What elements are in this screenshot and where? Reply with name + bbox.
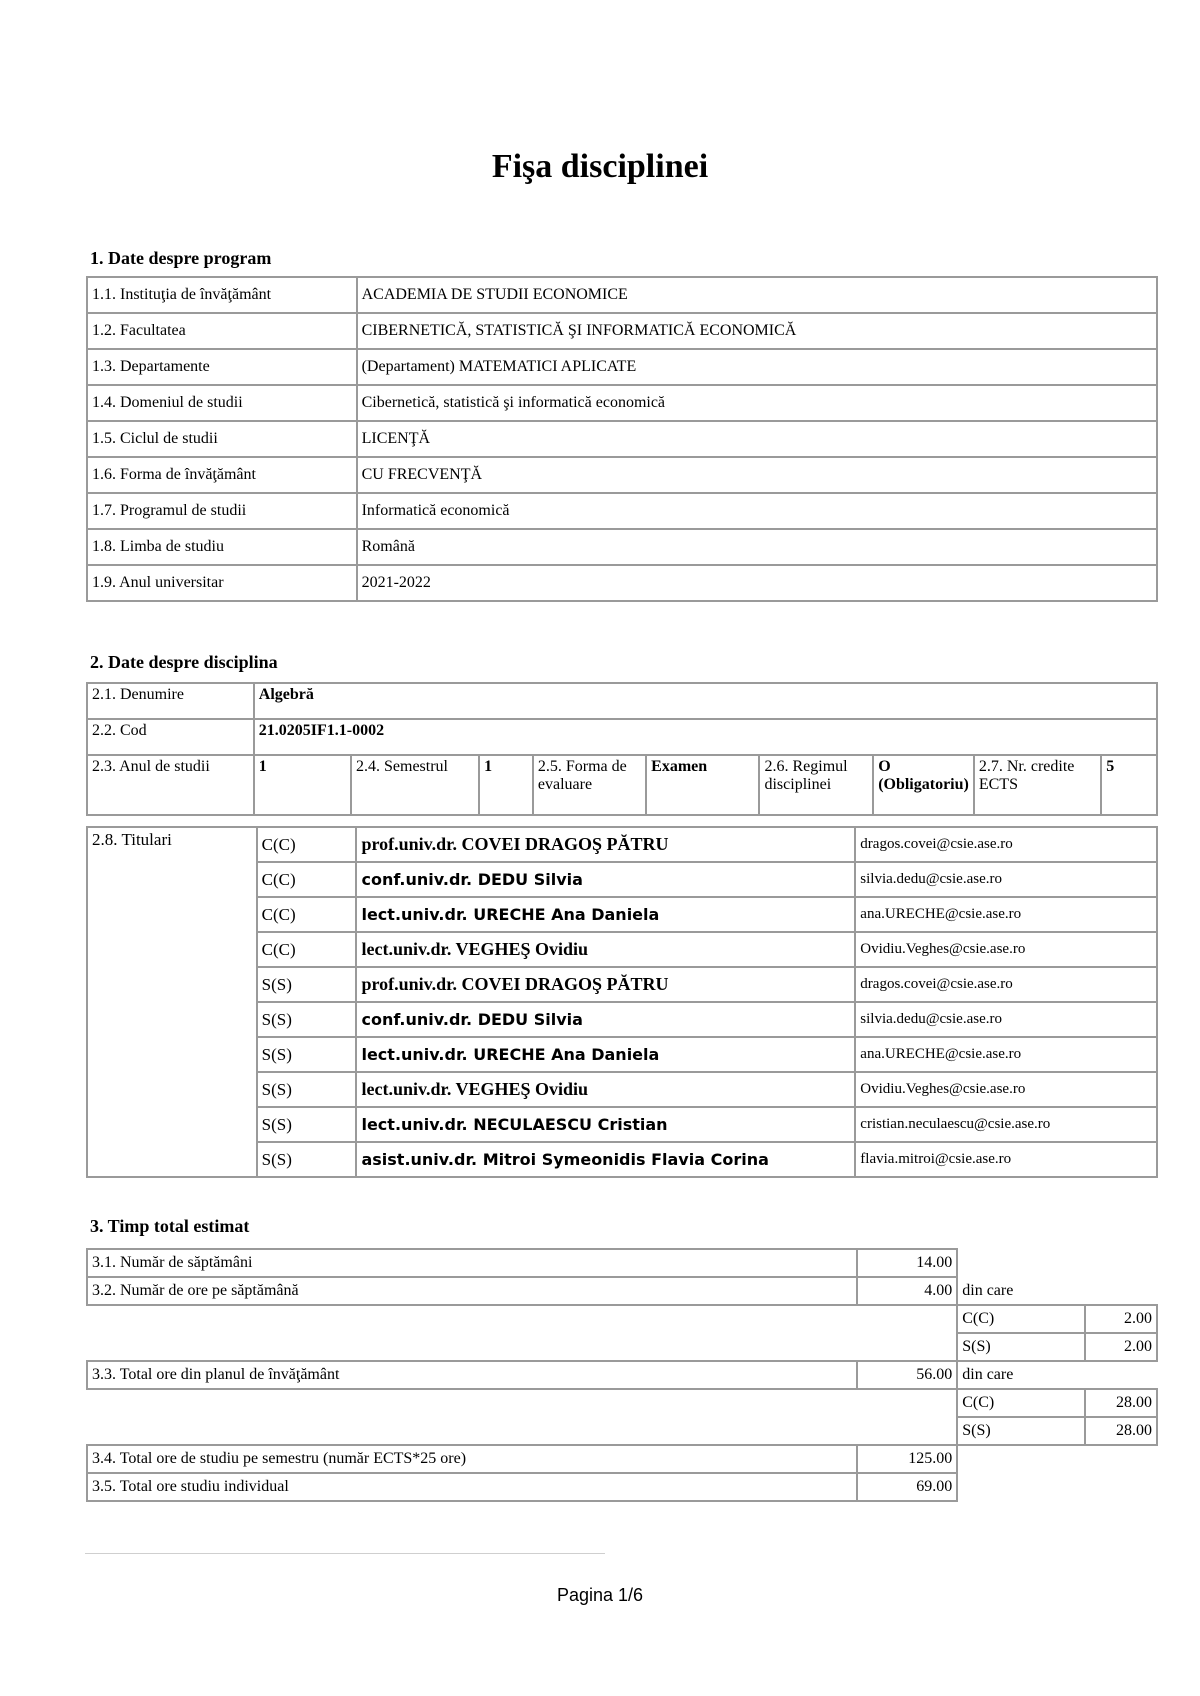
program-row-label: 1.4. Domeniul de studii [87, 385, 357, 421]
titular-grade: lect.univ.dr. [361, 905, 468, 924]
regim-label: 2.6. Regimul disciplinei [759, 755, 873, 815]
titular-name [356, 827, 855, 862]
titular-type: S(S) [257, 1037, 357, 1072]
program-row-value: ACADEMIA DE STUDII ECONOMICE [357, 277, 1157, 313]
titular-surname: Mitroi Symeonidis Flavia Corina [482, 1150, 769, 1169]
titular-email: flavia.mitroi@csie.ase.ro [855, 1142, 1157, 1177]
titular-grade: conf.univ.dr. [361, 1010, 473, 1029]
titular-email: ana.URECHE@csie.ase.ro [855, 897, 1157, 932]
program-row [87, 385, 1157, 421]
titular-grade: prof.univ.dr. [361, 834, 458, 854]
titular-email: ana.URECHE@csie.ase.ro [855, 1037, 1157, 1072]
r32-c-value: 2.00 [1085, 1305, 1157, 1333]
titular-surname: DEDU Silvia [477, 1010, 583, 1029]
titular-name [356, 1142, 855, 1177]
discipline-table [86, 682, 1158, 816]
r32-s-value: 2.00 [1085, 1333, 1157, 1361]
titular-grade: lect.univ.dr. [361, 1115, 468, 1134]
titular-type: S(S) [257, 967, 357, 1002]
titular-surname: VEGHEŞ Ovidiu [455, 939, 589, 959]
evaluare-label: 2.5. Forma de evaluare [533, 755, 646, 815]
titular-surname: URECHE Ana Daniela [473, 905, 660, 924]
titular-name [356, 1072, 855, 1107]
titular-email: cristian.neculaescu@csie.ase.ro [855, 1107, 1157, 1142]
r33-s-value: 28.00 [1085, 1417, 1157, 1445]
titular-grade: lect.univ.dr. [361, 1045, 468, 1064]
an-studii-value: 1 [254, 755, 351, 815]
titular-email: dragos.covei@csie.ase.ro [855, 967, 1157, 1002]
an-studii-label: 2.3. Anul de studii [87, 755, 254, 815]
r32-value: 4.00 [857, 1277, 957, 1305]
titular-grade: conf.univ.dr. [361, 870, 473, 889]
cod-label: 2.2. Cod [87, 719, 254, 755]
titular-type: C(C) [257, 897, 357, 932]
program-row-value: 2021-2022 [357, 565, 1157, 601]
titular-grade: asist.univ.dr. [361, 1150, 478, 1169]
titulari-table [86, 826, 1158, 1178]
r31-value: 14.00 [857, 1249, 957, 1277]
titular-name [356, 862, 855, 897]
titular-grade: lect.univ.dr. [361, 1079, 452, 1099]
titular-type: C(C) [257, 827, 357, 862]
program-table [86, 276, 1158, 602]
credite-value: 5 [1101, 755, 1157, 815]
r33-c-label: C(C) [957, 1389, 1085, 1417]
titular-email: Ovidiu.Veghes@csie.ase.ro [855, 932, 1157, 967]
program-row-value: Română [357, 529, 1157, 565]
titular-row [87, 827, 1157, 862]
titular-email: silvia.dedu@csie.ase.ro [855, 1002, 1157, 1037]
semestru-value: 1 [479, 755, 533, 815]
r34-label: 3.4. Total ore de studiu pe semestru (număr ECTS*25 ore) [87, 1445, 857, 1473]
titular-surname: URECHE Ana Daniela [473, 1045, 660, 1064]
program-row [87, 313, 1157, 349]
section1-heading: 1. Date despre program [90, 248, 272, 268]
titular-email: dragos.covei@csie.ase.ro [855, 827, 1157, 862]
titular-surname: VEGHEŞ Ovidiu [455, 1079, 589, 1099]
titular-surname: COVEI DRAGOŞ PĂTRU [461, 834, 669, 854]
r31-label: 3.1. Număr de săptămâni [87, 1249, 857, 1277]
titular-name [356, 897, 855, 932]
titular-type: S(S) [257, 1002, 357, 1037]
titular-type: S(S) [257, 1142, 357, 1177]
titular-email: silvia.dedu@csie.ase.ro [855, 862, 1157, 897]
r32-s-label: S(S) [957, 1333, 1085, 1361]
program-row-label: 1.2. Facultatea [87, 313, 357, 349]
denumire-label: 2.1. Denumire [87, 683, 254, 719]
program-row-value: (Departament) MATEMATICI APLICATE [357, 349, 1157, 385]
denumire-value: Algebră [254, 683, 1157, 719]
titulari-label: 2.8. Titulari [87, 827, 257, 1177]
r33-c-value: 28.00 [1085, 1389, 1157, 1417]
r32-label: 3.2. Număr de ore pe săptămână [87, 1277, 857, 1305]
program-row-value: CIBERNETICĂ, STATISTICĂ ŞI INFORMATICĂ ECONOMICĂ [357, 313, 1157, 349]
r32-suffix: din care [962, 1281, 1014, 1299]
program-row [87, 493, 1157, 529]
r33-s-label: S(S) [957, 1417, 1085, 1445]
program-row [87, 421, 1157, 457]
titular-type: S(S) [257, 1107, 357, 1142]
program-row [87, 529, 1157, 565]
titular-grade: lect.univ.dr. [361, 939, 452, 959]
titular-surname: NECULAESCU Cristian [473, 1115, 668, 1134]
section3-heading: 3. Timp total estimat [90, 1216, 250, 1236]
program-row-label: 1.1. Instituţia de învăţământ [87, 277, 357, 313]
titular-grade: prof.univ.dr. [361, 974, 458, 994]
titular-name [356, 1037, 855, 1072]
program-row-label: 1.7. Programul de studii [87, 493, 357, 529]
titular-email: Ovidiu.Veghes@csie.ase.ro [855, 1072, 1157, 1107]
program-row-label: 1.8. Limba de studiu [87, 529, 357, 565]
evaluare-value: Examen [646, 755, 759, 815]
program-row [87, 457, 1157, 493]
titular-type: S(S) [257, 1072, 357, 1107]
time-table [86, 1248, 1158, 1502]
program-row-value: CU FRECVENŢĂ [357, 457, 1157, 493]
program-row-value: LICENŢĂ [357, 421, 1157, 457]
footer-divider [85, 1553, 605, 1554]
program-row [87, 565, 1157, 601]
titular-type: C(C) [257, 932, 357, 967]
titular-name [356, 1002, 855, 1037]
semestru-label: 2.4. Semestrul [351, 755, 479, 815]
r35-value: 69.00 [857, 1473, 957, 1501]
program-row-value: Informatică economică [357, 493, 1157, 529]
page-number: Pagina 1/6 [556, 1585, 644, 1605]
program-row-label: 1.3. Departamente [87, 349, 357, 385]
page-title: Fişa disciplinei [491, 148, 709, 185]
section2-heading: 2. Date despre disciplina [90, 652, 278, 672]
titular-surname: COVEI DRAGOŞ PĂTRU [461, 974, 669, 994]
titular-name [356, 1107, 855, 1142]
titular-surname: DEDU Silvia [477, 870, 583, 889]
program-row-label: 1.6. Forma de învăţământ [87, 457, 357, 493]
titular-name [356, 932, 855, 967]
program-row-label: 1.9. Anul universitar [87, 565, 357, 601]
r35-label: 3.5. Total ore studiu individual [87, 1473, 857, 1501]
program-row [87, 277, 1157, 313]
regim-value: O (Obligatoriu) [873, 755, 974, 815]
program-row [87, 349, 1157, 385]
titular-type: C(C) [257, 862, 357, 897]
titular-name [356, 967, 855, 1002]
r33-suffix: din care [962, 1366, 1014, 1383]
r33-value: 56.00 [857, 1361, 957, 1389]
r32-c-label: C(C) [957, 1305, 1085, 1333]
r33-label: 3.3. Total ore din planul de învăţământ [87, 1361, 857, 1389]
r34-value: 125.00 [857, 1445, 957, 1473]
credite-label: 2.7. Nr. credite ECTS [974, 755, 1101, 815]
program-row-label: 1.5. Ciclul de studii [87, 421, 357, 457]
program-row-value: Cibernetică, statistică şi informatică economică [357, 385, 1157, 421]
cod-value: 21.0205IF1.1-0002 [254, 719, 1157, 755]
